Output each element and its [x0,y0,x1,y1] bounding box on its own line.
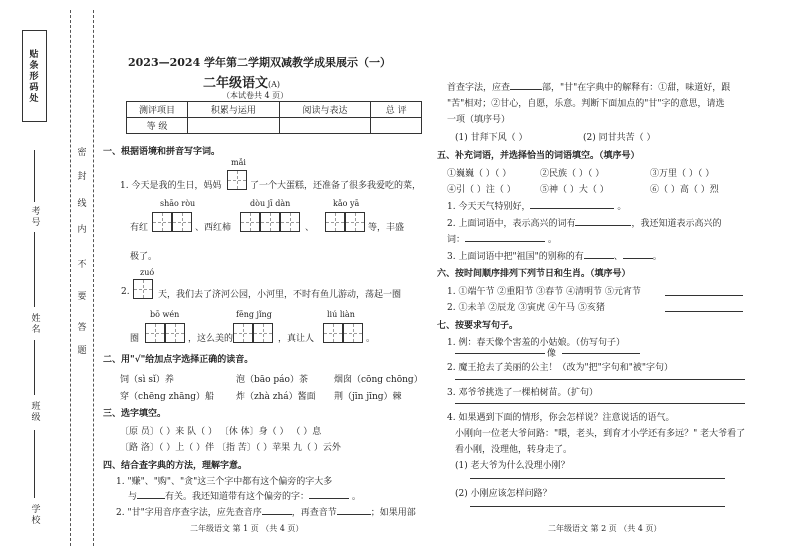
footer-page-2: 二年级语文 第 2 页 （共 4 页） [548,524,662,533]
section-7-title: 七、按要求写句子。 [437,321,519,331]
page-count-note: （本试卷共 4 页） [222,91,289,100]
field-name: 姓名 [31,314,41,335]
footer-page-1: 二年级语文 第 1 页 （共 4 页） [190,524,304,533]
exam-subtitle: 二年级语文(A) [203,76,281,91]
score-table: 测评项目 积累与运用 阅读与表达 总 评 等 级 [126,101,422,134]
section-2-title: 二、用"√"给加点字选择正确的读音。 [103,355,254,365]
answer-grid-cell[interactable] [227,170,247,190]
barcode-area-label: 贴条形码处 [29,50,39,104]
section-5-title: 五、补充词语，并选择恰当的词语填空。（填序号） [437,151,640,161]
section-3-title: 三、选字填空。 [103,409,167,419]
exam-title: 2023—2024 学年第二学期双减教学成果展示（一） [128,56,392,69]
section-4-title: 四、结合查字典的方法，理解字意。 [103,461,248,471]
field-class: 班级 [31,402,41,423]
seal-line [70,10,71,546]
section-6-title: 六、按时间顺序排列下列节日和生肖。（填序号） [437,269,631,279]
q1-text: 1. 今天是我的生日，妈妈 [120,181,222,191]
field-school: 学校 [31,505,41,526]
field-exam-number: 考号 [31,207,41,228]
section-1-title: 一、根据语境和拼音写字词。 [103,147,221,157]
